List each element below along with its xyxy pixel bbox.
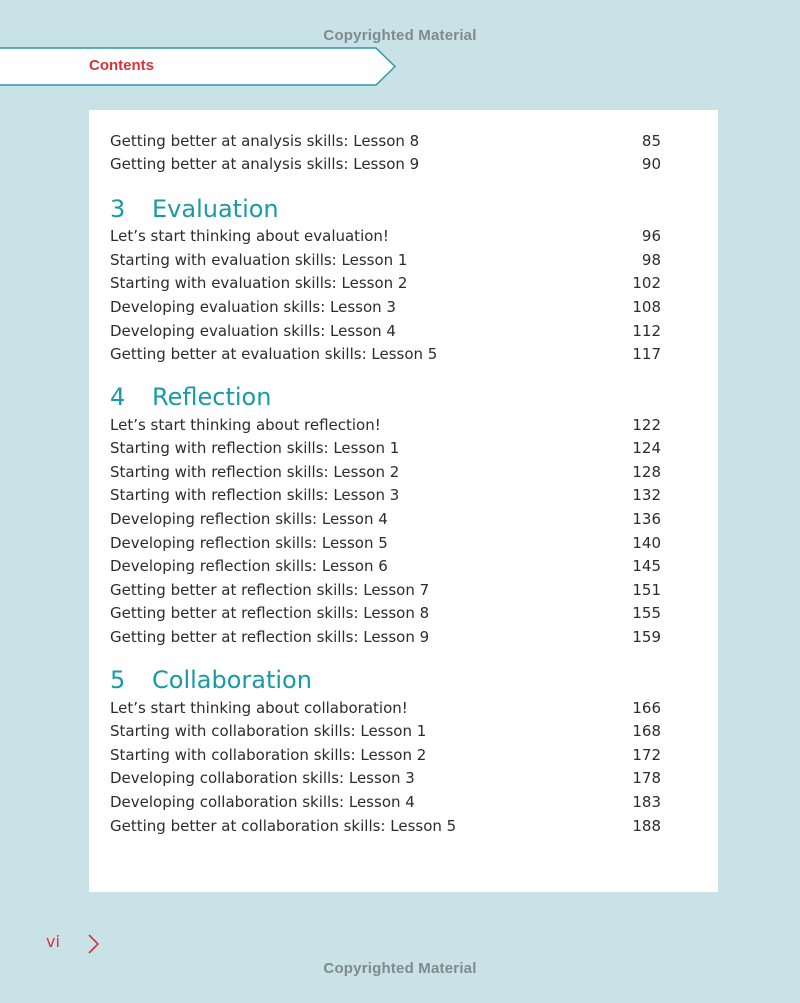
toc-entry[interactable]: [110, 555, 661, 577]
toc-entry-title: Developing evaluation skills: Lesson 3: [110, 298, 396, 316]
toc-entry-page: 145: [632, 557, 661, 575]
toc-entry[interactable]: [110, 720, 661, 742]
chapter-title: Collaboration: [152, 666, 312, 694]
toc-entry-page: 159: [632, 628, 661, 646]
chapter-number: 5: [110, 666, 126, 694]
toc-entry-page: 122: [632, 416, 661, 434]
toc-entry-page: 98: [641, 251, 661, 269]
toc-entry[interactable]: [110, 461, 661, 483]
toc-entry-title: Developing collaboration skills: Lesson 4: [110, 793, 415, 811]
watermark-top: Copyrighted Material: [323, 27, 477, 44]
toc-entry[interactable]: [110, 815, 661, 837]
toc-entry-page: 166: [632, 699, 661, 717]
toc-entry[interactable]: [110, 791, 661, 813]
toc-entry-page: 85: [641, 132, 661, 150]
contents-tab-label: Contents: [89, 57, 154, 74]
toc-entry-page: 168: [632, 722, 661, 740]
page-number: vi: [46, 932, 60, 951]
chevron-right-icon: [86, 933, 102, 955]
toc-entry[interactable]: [110, 130, 661, 152]
toc-entry[interactable]: [110, 225, 661, 247]
toc-entry-title: Getting better at analysis skills: Lesson 8: [110, 132, 420, 150]
toc-entry-title: Starting with evaluation skills: Lesson 2: [110, 274, 408, 292]
chapter-number: 3: [110, 195, 126, 223]
chapter-title: Evaluation: [152, 195, 279, 223]
toc-entry-page: 108: [632, 298, 661, 316]
toc-entry-title: Developing evaluation skills: Lesson 4: [110, 322, 396, 340]
toc-entry-page: 172: [632, 746, 661, 764]
toc-entry-title: Getting better at reflection skills: Lesson 9: [110, 628, 430, 646]
toc-entry-page: 128: [632, 463, 661, 481]
toc-entry[interactable]: [110, 437, 661, 459]
toc-entry-page: 124: [632, 439, 661, 457]
toc-entry-title: Getting better at reflection skills: Lesson 7: [110, 581, 430, 599]
toc-entry-page: 140: [632, 534, 661, 552]
toc-entry-title: Let’s start thinking about collaboration!: [110, 699, 408, 717]
toc-entry-page: 136: [632, 510, 661, 528]
toc-entry-title: Starting with reflection skills: Lesson 2: [110, 463, 400, 481]
toc-entry-page: 155: [632, 604, 661, 622]
chapter-number: 4: [110, 383, 126, 411]
toc-entry[interactable]: [110, 272, 661, 294]
toc-entry-page: 117: [632, 345, 661, 363]
toc-entry[interactable]: [110, 414, 661, 436]
arrow-tab-shape: [0, 47, 400, 87]
toc-entry-page: 183: [632, 793, 661, 811]
toc-entry-page: 90: [641, 155, 661, 173]
toc-entry[interactable]: [110, 249, 661, 271]
toc-entry[interactable]: [110, 626, 661, 648]
toc-entry-title: Let’s start thinking about evaluation!: [110, 227, 389, 245]
toc-entry-title: Developing collaboration skills: Lesson 3: [110, 769, 415, 787]
toc-entry[interactable]: [110, 508, 661, 530]
toc-entry[interactable]: [110, 697, 661, 719]
toc-entry-title: Developing reflection skills: Lesson 4: [110, 510, 388, 528]
toc-entry-page: 112: [632, 322, 661, 340]
toc-entry[interactable]: [110, 579, 661, 601]
toc-entry-title: Let’s start thinking about reflection!: [110, 416, 381, 434]
toc-entry-title: Getting better at reflection skills: Lesson 8: [110, 604, 430, 622]
toc-entry-page: 132: [632, 486, 661, 504]
toc-entry-title: Developing reflection skills: Lesson 6: [110, 557, 388, 575]
toc-entry[interactable]: [110, 343, 661, 365]
toc-entry[interactable]: [110, 532, 661, 554]
toc-entry[interactable]: [110, 320, 661, 342]
toc-entry-title: Getting better at analysis skills: Lesson 9: [110, 155, 420, 173]
toc-entry[interactable]: [110, 153, 661, 175]
toc-entry-page: 102: [632, 274, 661, 292]
toc-entry-title: Starting with evaluation skills: Lesson 1: [110, 251, 408, 269]
toc-entry-title: Getting better at collaboration skills: Lesson 5: [110, 817, 457, 835]
toc-entry-title: Starting with reflection skills: Lesson 1: [110, 439, 400, 457]
toc-panel: [89, 110, 718, 892]
toc-entry-title: Developing reflection skills: Lesson 5: [110, 534, 388, 552]
toc-entry-page: 96: [641, 227, 661, 245]
toc-entry-title: Starting with collaboration skills: Lesson 1: [110, 722, 427, 740]
watermark-bottom: Copyrighted Material: [323, 960, 477, 977]
toc-entry-title: Getting better at evaluation skills: Lesson 5: [110, 345, 438, 363]
toc-entry[interactable]: [110, 767, 661, 789]
toc-entry-page: 188: [632, 817, 661, 835]
toc-entry[interactable]: [110, 484, 661, 506]
toc-entry-title: Starting with collaboration skills: Lesson 2: [110, 746, 427, 764]
contents-tab: [0, 47, 400, 87]
toc-entry[interactable]: [110, 744, 661, 766]
toc-entry-title: Starting with reflection skills: Lesson 3: [110, 486, 400, 504]
toc-entry-page: 151: [632, 581, 661, 599]
chapter-title: Reflection: [152, 383, 272, 411]
toc-entry-page: 178: [632, 769, 661, 787]
toc-entry[interactable]: [110, 296, 661, 318]
toc-entry[interactable]: [110, 602, 661, 624]
